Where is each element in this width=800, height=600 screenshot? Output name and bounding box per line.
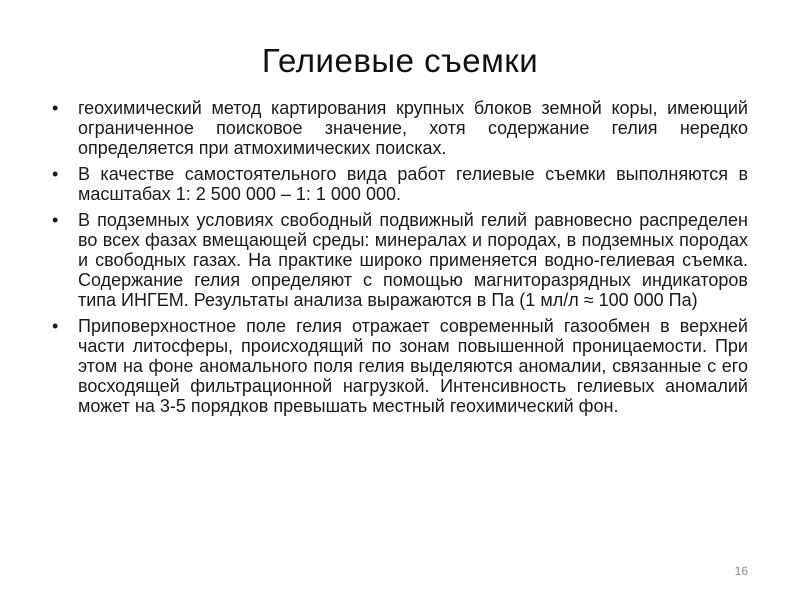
- bullet-text: Приповерхностное поле гелия отражает современный газообмен в верхней части литосферы, происходящий по зонам повышенной проницаемости. При этом на фоне аномального поля гелия выделяются аномалии, связанные с его восходящей фильтрационной нагрузкой. Интенсивность гелиевых аномалий может на 3-5 порядков превышать местный геохимический фон.: [78, 316, 748, 416]
- bullet-item: [52, 210, 748, 310]
- bullet-icon: •: [52, 98, 59, 118]
- bullet-icon: •: [52, 210, 59, 230]
- bullet-list: [52, 98, 748, 422]
- bullet-text: В подземных условиях свободный подвижный гелий равновесно распределен во всех фазах вмещающей среды: минералах и породах, в подземных породах и свободных газах. На практике широко применяется водно-гелиевая съемка. Содержание гелия определяют с помощью магниторазрядных индикаторов типа ИНГЕМ. Результаты анализа выражаются в Па (1 мл/л ≈ 100 000 Па): [78, 210, 748, 310]
- bullet-icon: •: [52, 316, 59, 336]
- bullet-item: [52, 164, 748, 204]
- bullet-icon: •: [52, 164, 59, 184]
- page-number: 16: [734, 564, 748, 578]
- bullet-text: геохимический метод картирования крупных блоков земной коры, имеющий ограниченное поисковое значение, хотя содержание гелия нередко определяется при атмохимических поисках.: [78, 98, 748, 158]
- bullet-item: [52, 316, 748, 416]
- bullet-item: [52, 98, 748, 158]
- slide-title: Гелиевые съемки: [261, 42, 539, 79]
- bullet-text: В качестве самостоятельного вида работ гелиевые съемки выполняются в масштабах 1: 2 500 000 – 1: 1 000 000.: [78, 164, 748, 204]
